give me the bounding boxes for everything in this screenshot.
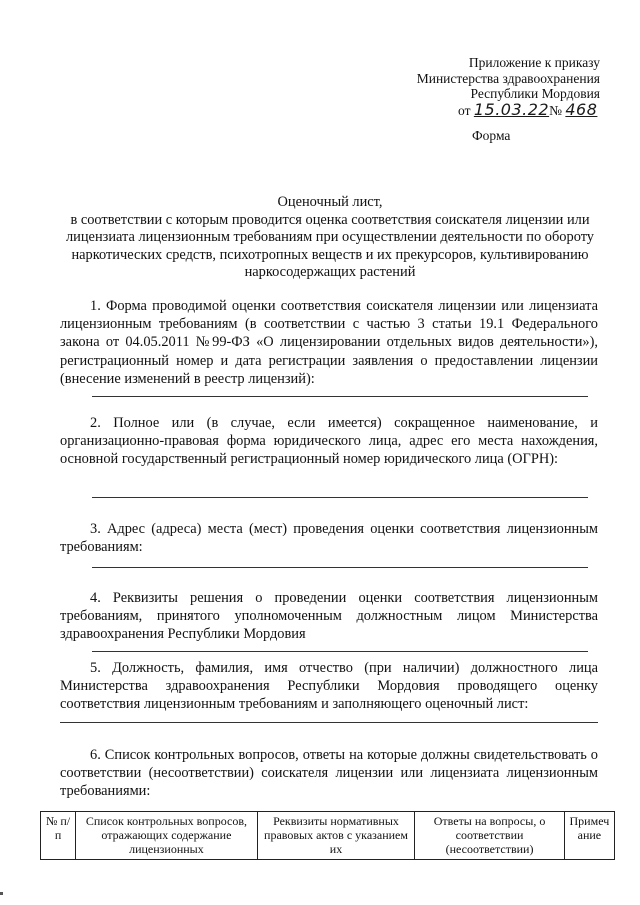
date-prefix: от: [458, 102, 471, 118]
col-legal-acts-header: Реквизиты нормативных правовых актов с указанием их: [257, 812, 415, 860]
paragraph-6: 6. Список контрольных вопросов, ответы на которые должны свидетельствовать о соответствии (несоответствии) соискателя лицензии или лицензиата лицензионным требованиями:: [60, 747, 598, 800]
form-label: Форма: [472, 128, 511, 143]
title-line-1: Оценочный лист,: [277, 194, 383, 210]
number-sign: №: [549, 102, 562, 118]
handwritten-number: 468: [565, 99, 598, 119]
table-header-row: [41, 812, 615, 860]
handwritten-date: 15.03.22: [473, 99, 550, 119]
header-line-3: Республики Мордовия: [470, 86, 600, 101]
col-number-header: № п/п: [41, 812, 76, 860]
title-line-2: в соответствии с которым проводится оценка соответствия соискателя лицензии или лицензиата лицензионным требованиям при осуществлении деятельности по обороту наркотических средств, психотропных веществ и их прекурсоров, культивированию наркосодержащих растений: [65, 211, 595, 281]
header-dateline: [380, 99, 600, 119]
col-answers-header: Ответы на вопросы, о соответствии (несоответствии): [415, 812, 565, 860]
paragraph-2: 2. Полное или (в случае, если имеется) сокращенное наименование, и организационно-правовая форма юридического лица, адрес его места нахождения, основной государственный регистрационный номер юридического лица (ОГРН):: [60, 415, 598, 468]
scan-mark: [0, 892, 3, 895]
col-notes-header: Примеч ание: [564, 812, 614, 860]
control-questions-table: [40, 811, 615, 860]
fill-line-1: [92, 396, 588, 397]
document-title: [60, 194, 600, 282]
paragraph-3: 3. Адрес (адреса) места (мест) проведения оценки соответствия лицензионным требованиям:: [60, 521, 598, 556]
fill-line-3: [92, 567, 588, 568]
approval-header: [380, 55, 600, 118]
header-line-2: Министерства здравоохранения: [416, 70, 600, 86]
header-line-1: Приложение к приказу: [468, 55, 600, 70]
col-questions-header: Список контрольных вопросов, отражающих содержание лицензионных: [76, 812, 258, 860]
paragraph-4: 4. Реквизиты решения о проведении оценки соответствия лицензионным требованиям, принятого уполномоченным должностным лицом Министерства здравоохранения Республики Мордовия: [60, 590, 598, 643]
fill-line-5: [60, 722, 598, 723]
fill-line-4: [92, 651, 588, 652]
paragraph-5: 5. Должность, фамилия, имя отчество (при наличии) должностного лица Министерства здравоохранения Республики Мордовия проводящего оценку соответствия лицензионным требованиям и заполняющего оценочный лист:: [60, 660, 598, 713]
paragraph-1: 1. Форма проводимой оценки соответствия соискателя лицензии или лицензиата лицензионным требованиям (в соответствии с частью 3 статьи 19.1 Федерального закона от 04.05.2011 №99-ФЗ «О лицензировании отдельных видов деятельности»), регистрационный номер и дата регистрации заявления о предоставлении лицензии (внесение изменений в реестр лицензий):: [60, 298, 598, 387]
fill-line-2: [92, 497, 588, 498]
